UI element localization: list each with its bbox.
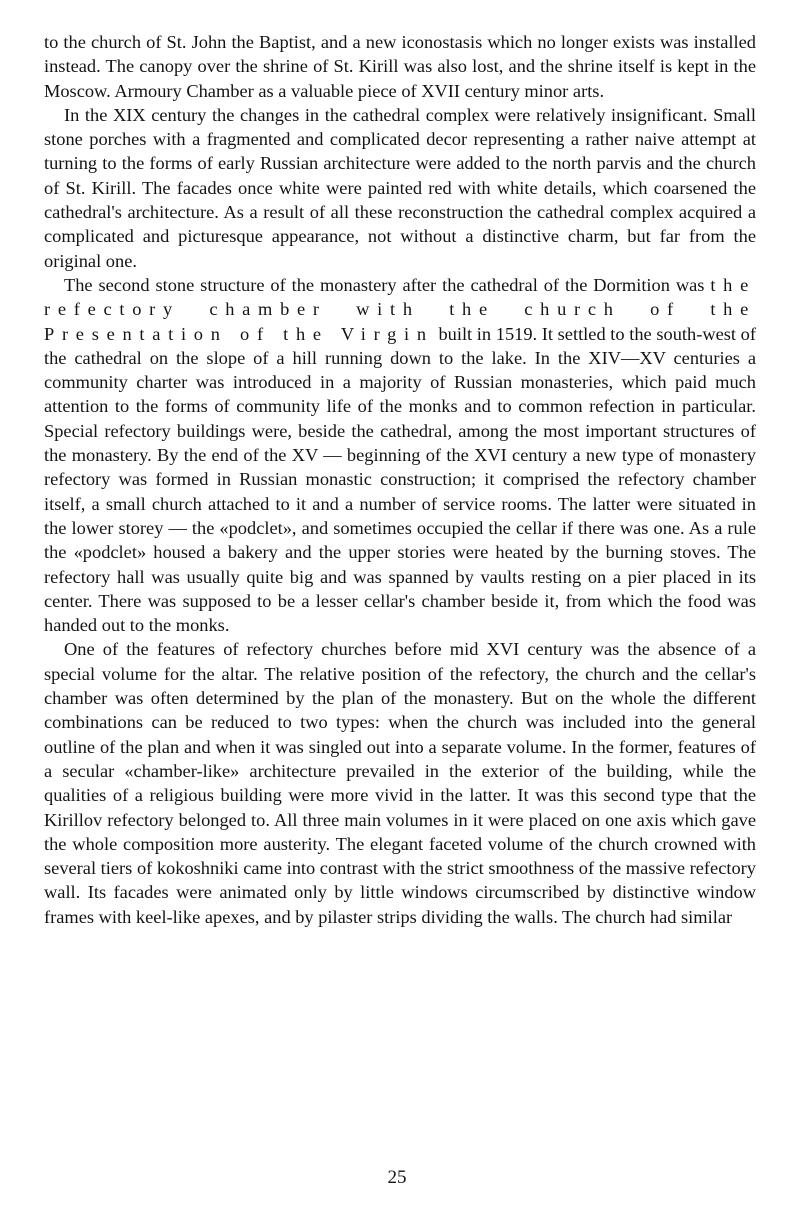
paragraph-4: One of the features of refectory churches before mid XVI century was the absence of a special volume for the altar. The relative position of the refectory, the church and the cellar's chamber was often determined by the plan of the monastery. But on the whole the different combinations can be reduced to two types: when the church was included into the general outline of the plan and when it was singled out into a separate volume. In the former, features of a secular «chamber-like» architecture prevailed in the exterior of the building, while the qualities of a religious building were more vivid in the latter. It was this second type that the Kirillov refectory belonged to. All three main volumes in it were placed on one axis which gave the whole composition more austerity. The elegant faceted volume of the church crowned with several tiers of kokoshniki came into contrast with the strict smoothness of the massive refectory wall. Its facades were animated only by little windows circumscribed by distinctive window frames with keel-like apexes, and by pilaster strips dividing the walls. The church had similar bbox=[44, 639, 756, 927]
paragraph-3-end: built in 1519. It settled to the south-west of the cathedral on the slope of a hill running down to the lake. In the XIV—XV centuries a community charter was introduced in a majority of Russian monasteries, which paid much attention to the forms of community life of the monks and to common refection in particular. Special refectory buildings were, beside the cathedral, among the most important structures of the monastery. By the end of the XV — beginning of the XVI century a new type of monastery refectory was formed in Russian monastic construction; it comprised the refectory chamber itself, a small church attached to it and a number of service rooms. The latter were situated in the lower storey — the «podclet», and sometimes occupied the cellar if there was one. As a rule the «podclet» housed a bakery and the upper stories were heated by the burning stoves. The refectory hall was usually quite big and was spanned by vaults resting on a pier placed in its center. There was supposed to be a lesser cellar's chamber beside it, from which the food was handed out to the monks. bbox=[44, 323, 756, 636]
page-number: 25 bbox=[387, 1167, 407, 1188]
paragraph-1: to the church of St. John the Baptist, and a new iconostasis which no longer exists was installed instead. The canopy over the shrine of St. Kirill was also lost, and the shrine itself is kept in the Moscow. Armoury Chamber as a valuable piece of XVII century minor arts. bbox=[44, 32, 756, 101]
paragraph-2: In the XIX century the changes in the cathedral complex were relatively insignificant. Small stone porches with a fragmented and complicated decor representing a rather naive attempt at turning to the forms of early Russian architecture were added to the north parvis and the church of St. Kirill. The facades once white were painted red with white details, which coarsened the cathedral's architecture. As a result of all these reconstruction the cathedral complex acquired a complicated and picturesque appearance, not without a distinctive charm, but far from the original one. bbox=[44, 104, 756, 271]
page-body bbox=[44, 30, 756, 929]
paragraph-3-start: The second stone structure of the monastery after the cathedral of the Dormition was bbox=[64, 274, 705, 295]
spaced-emphasis: the refectory chamber with the church of the Presentation of the Virgin bbox=[44, 274, 756, 344]
paragraph-3 bbox=[44, 273, 756, 637]
